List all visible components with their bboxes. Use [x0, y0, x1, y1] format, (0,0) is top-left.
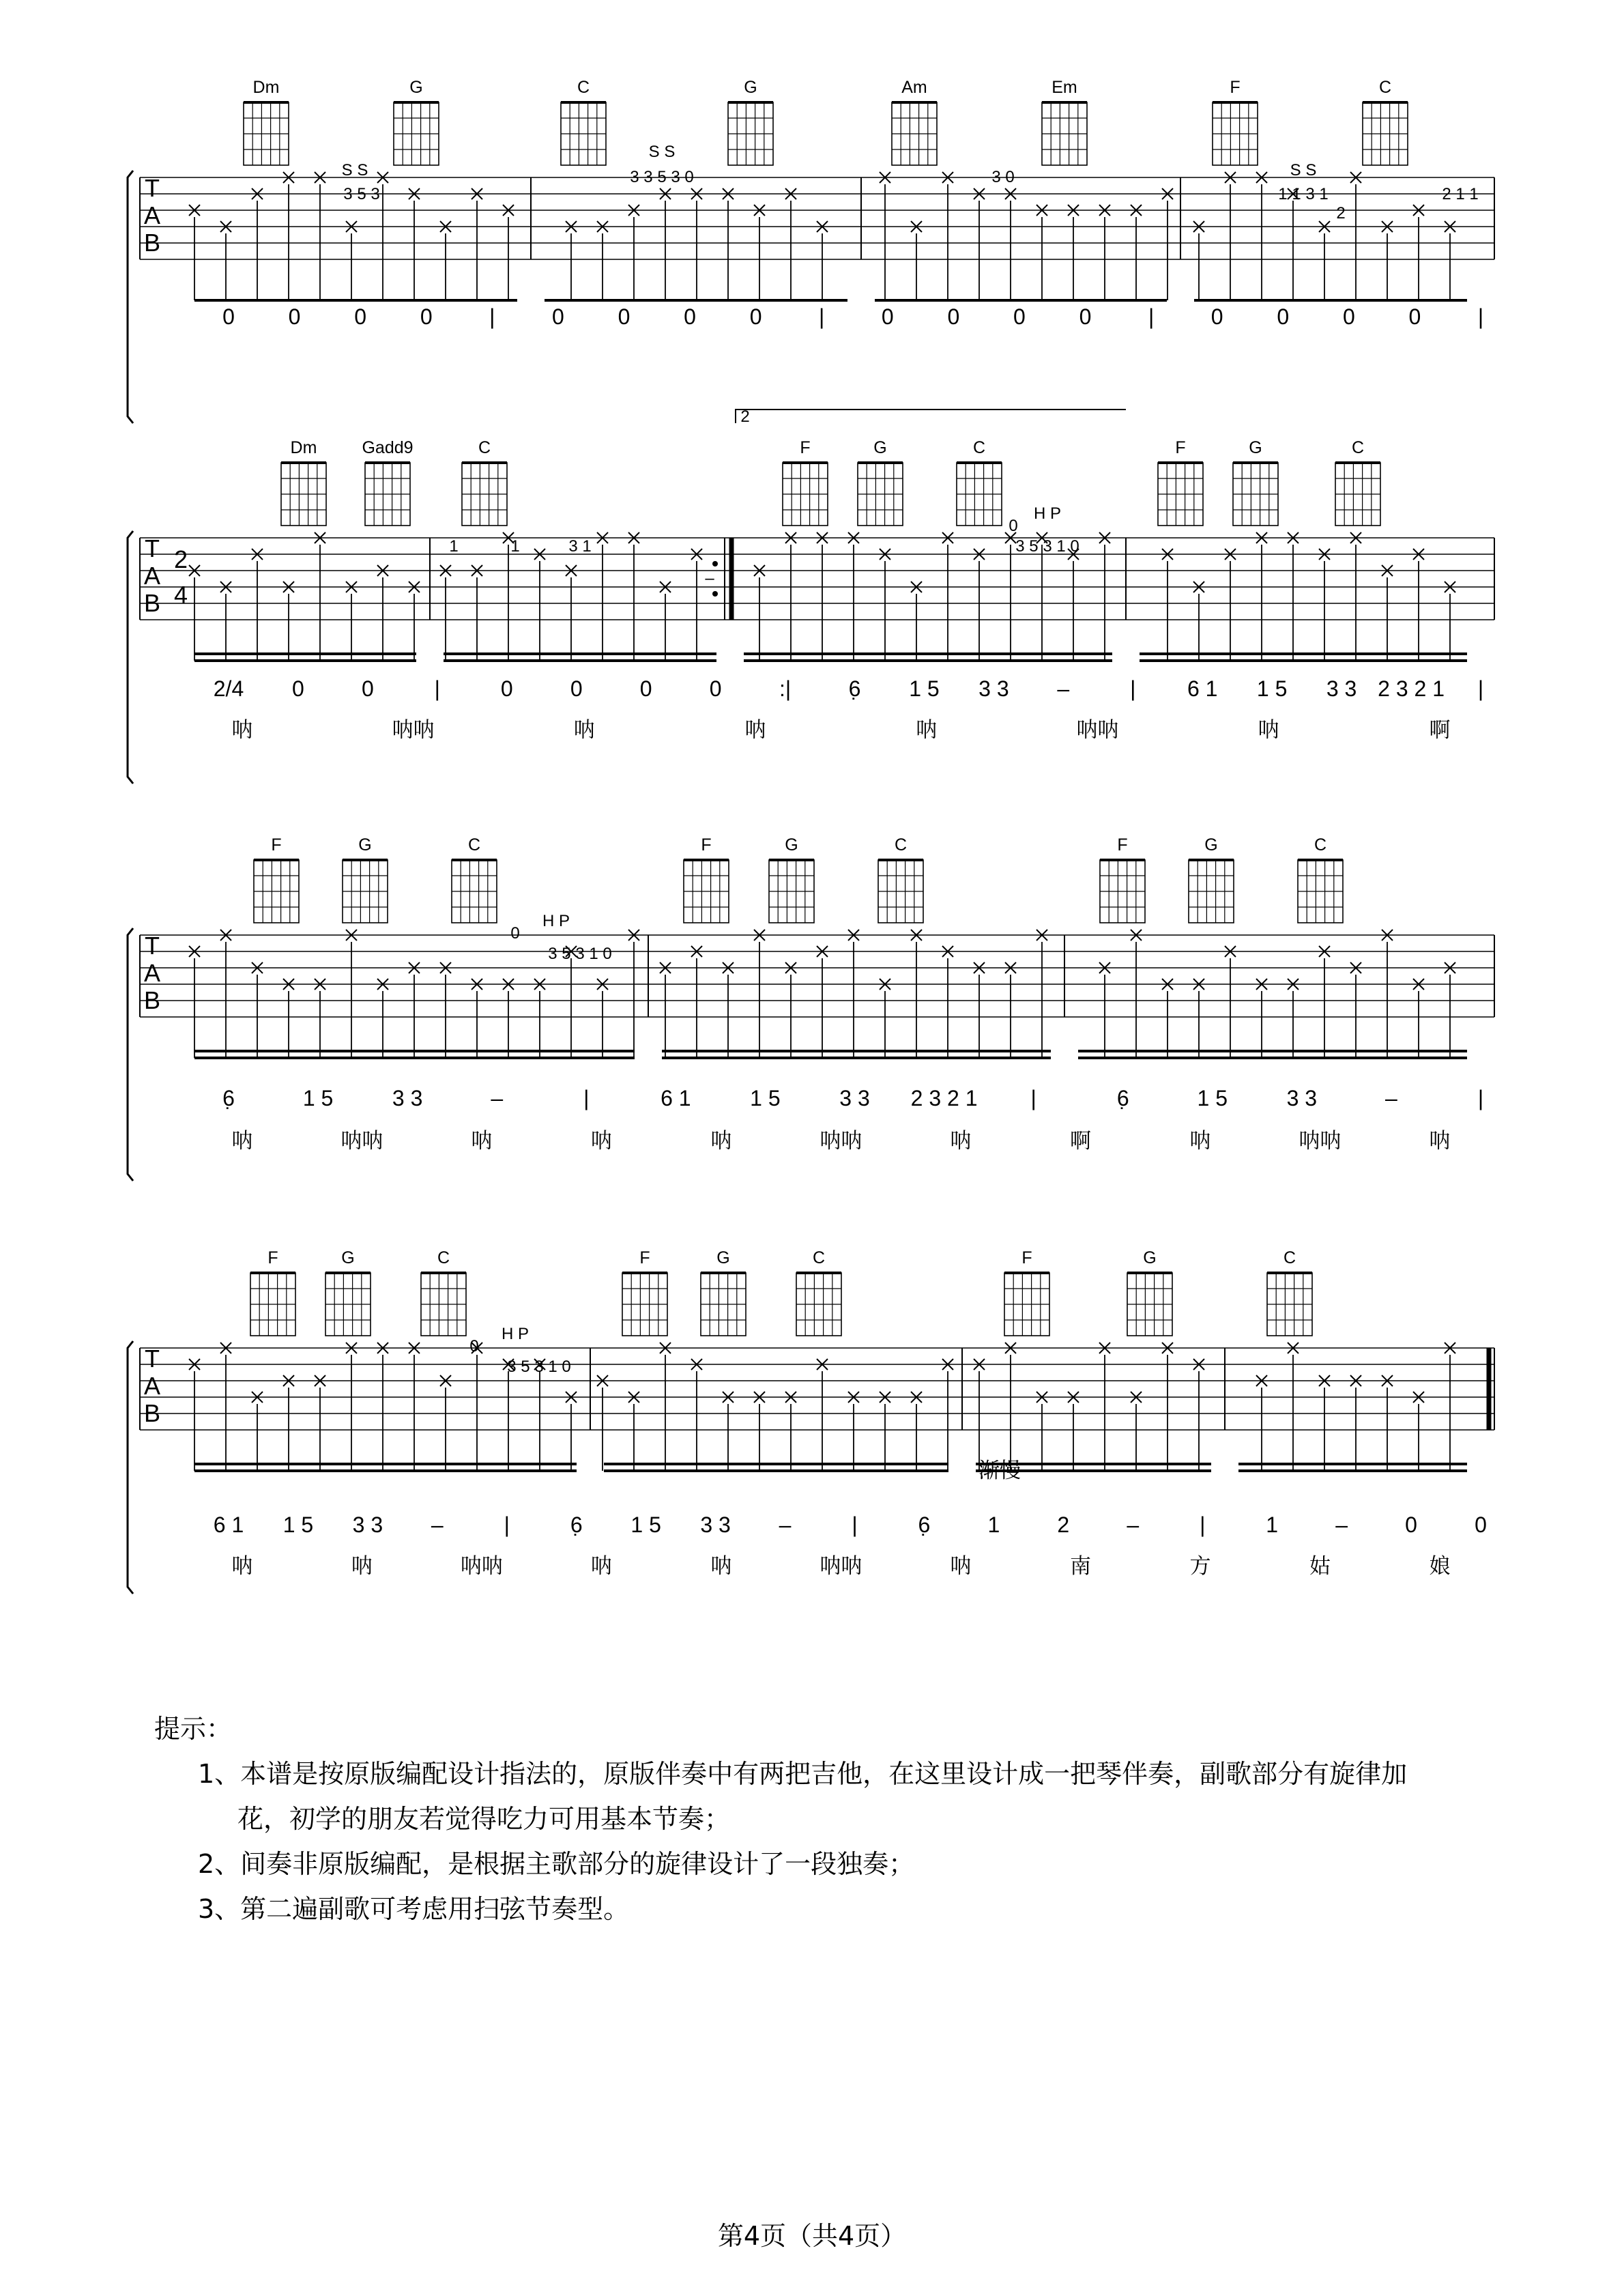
- tab-label: H P: [1033, 504, 1062, 523]
- jianpu-note: 1 5: [282, 1512, 314, 1537]
- jianpu-note: 0: [292, 676, 304, 701]
- lyric-syllable: 呐: [950, 1554, 972, 1579]
- tab-label: 3 5 3: [343, 185, 380, 203]
- chord-name: Dm: [252, 78, 280, 97]
- note-item-3: 3、第二遍副歌可考虑用扫弦节奏型。: [198, 1894, 630, 1924]
- chord-name: G: [716, 1248, 730, 1267]
- jianpu-note: 0: [618, 304, 630, 329]
- tab-system-1: [128, 78, 1494, 423]
- jianpu-note: 1 5: [1256, 676, 1288, 701]
- jianpu-note: 3 3: [352, 1512, 383, 1537]
- tab-label: S S: [341, 161, 368, 180]
- chord-name: C: [467, 835, 481, 855]
- jianpu-note: –: [431, 1512, 444, 1537]
- tab-label: 2: [1336, 204, 1346, 223]
- jianpu-note: 0: [881, 304, 894, 329]
- chord-name: F: [1021, 1248, 1032, 1267]
- jianpu-note: 1: [987, 1512, 1000, 1537]
- jianpu-note: 2/4: [213, 676, 244, 701]
- jianpu-note: 3 3: [1326, 676, 1357, 701]
- lyric-syllable: 娘: [1429, 1554, 1451, 1579]
- jianpu-barline: |: [1477, 304, 1484, 329]
- jianpu-barline: |: [1030, 1086, 1036, 1110]
- jianpu-note: –: [1335, 1512, 1348, 1537]
- tab-label: 0: [510, 924, 520, 943]
- lyric-syllable: 啊: [1429, 718, 1451, 743]
- tab-letter-t: T: [145, 1345, 160, 1373]
- jianpu-note: 1 5: [630, 1512, 661, 1537]
- jianpu-note: 0: [1475, 1512, 1487, 1537]
- chord-name: F: [800, 438, 811, 457]
- tab-letter-a: A: [143, 959, 161, 987]
- chord-name: G: [785, 835, 798, 855]
- lyric-syllable: 呐呐: [461, 1554, 503, 1579]
- lyric-syllable: 呐: [1429, 1129, 1451, 1153]
- lyric-syllable: 呐呐: [1299, 1129, 1342, 1153]
- tab-letter-b: B: [143, 986, 161, 1014]
- lyric-syllable: 呐呐: [820, 1554, 862, 1579]
- jianpu-note: 0: [684, 304, 696, 329]
- jianpu-note: 1 5: [1197, 1086, 1228, 1110]
- chord-name: Gadd9: [362, 438, 414, 457]
- tab-letter-a: A: [143, 1372, 161, 1400]
- jianpu-note: 2 3 2 1: [910, 1086, 978, 1110]
- jianpu-note: 0: [288, 304, 301, 329]
- tab-label: 2 1: [1442, 185, 1465, 203]
- lyric-syllable: 呐呐: [820, 1129, 862, 1153]
- lyric-syllable: 姑: [1309, 1554, 1331, 1579]
- chord-name: Em: [1052, 78, 1077, 97]
- tab-label: S S: [648, 143, 676, 161]
- jianpu-note: 0: [749, 304, 762, 329]
- lyric-syllable: 呐: [591, 1129, 612, 1153]
- lyric-syllable: 呐呐: [1076, 718, 1119, 743]
- lyric-syllable: 呐: [1258, 718, 1279, 743]
- lyric-syllable: 呐: [231, 1554, 253, 1579]
- chord-name: C: [478, 438, 491, 457]
- tab-letter-b: B: [143, 1399, 161, 1427]
- lyric-syllable: 呐呐: [340, 1129, 383, 1153]
- jianpu-note: 3 3: [839, 1086, 870, 1110]
- tab-label: 3 5 3 1 0: [1015, 537, 1079, 556]
- lyric-syllable: 呐: [950, 1129, 972, 1153]
- jianpu-note: 6̣: [222, 1086, 235, 1110]
- jianpu-barline: |: [583, 1086, 590, 1110]
- tab-label: 1: [510, 537, 520, 556]
- jianpu-note: 1 5: [909, 676, 940, 701]
- chord-name: C: [972, 438, 986, 457]
- jianpu-note: 0: [551, 304, 564, 329]
- jianpu-note: –: [779, 1512, 792, 1537]
- jianpu-note: 1 5: [750, 1086, 781, 1110]
- jianpu-note: 6̣: [848, 676, 861, 701]
- jianpu-barline: :|: [779, 676, 792, 701]
- notes-section: [154, 1706, 1451, 1932]
- notes-title: 提示：: [154, 1714, 233, 1744]
- repeat-dot: [712, 591, 718, 597]
- chord-name: G: [409, 78, 423, 97]
- jianpu-note: –: [1057, 676, 1070, 701]
- chord-name: G: [873, 438, 887, 457]
- jianpu-barline: |: [1130, 676, 1136, 701]
- system-bracket: [128, 1341, 133, 1594]
- volta-bracket: [736, 410, 1126, 423]
- jianpu-barline: |: [1200, 1512, 1206, 1537]
- lyric-syllable: 南: [1070, 1554, 1091, 1579]
- lyric-syllable: 呐: [231, 718, 253, 743]
- jianpu-note: 6̣: [1116, 1086, 1129, 1110]
- jianpu-note: 2 3 2 1: [1378, 676, 1445, 701]
- system-bracket: [128, 928, 133, 1181]
- tab-label: H P: [501, 1325, 530, 1343]
- tab-label: 3 5 3 1 0: [548, 945, 612, 963]
- tab-letter-t: T: [145, 534, 160, 562]
- jianpu-note: 0: [222, 304, 235, 329]
- lyric-syllable: 呐: [573, 718, 595, 743]
- jianpu-note: 6 1: [213, 1512, 244, 1537]
- lyric-syllable: 呐: [351, 1554, 373, 1579]
- jianpu-note: –: [1385, 1086, 1397, 1110]
- lyric-syllable: 呐: [710, 1554, 732, 1579]
- lyric-syllable: 呐: [710, 1129, 732, 1153]
- jianpu-note: 0: [1013, 304, 1026, 329]
- chord-name: F: [271, 835, 282, 855]
- tab-label: 1: [449, 537, 459, 556]
- jianpu-note: 0: [1210, 304, 1223, 329]
- jianpu-note: 0: [947, 304, 960, 329]
- tab-label: 3 5 3 1 0: [507, 1358, 571, 1376]
- chord-name: G: [744, 78, 757, 97]
- jianpu-note: 3 3: [1286, 1086, 1318, 1110]
- chord-name: F: [639, 1248, 650, 1267]
- tab-label: 3 0: [991, 168, 1015, 186]
- time-sig-top: 2: [173, 545, 188, 573]
- jianpu-note: 6̣: [918, 1512, 931, 1537]
- jianpu-barline: |: [1148, 304, 1155, 329]
- lyric-syllable: 方: [1189, 1554, 1211, 1579]
- chord-name: G: [1143, 1248, 1157, 1267]
- tab-system-2: [128, 407, 1494, 784]
- chord-name: C: [1351, 438, 1365, 457]
- tab-label: 3 1: [568, 537, 592, 556]
- jianpu-note: 0: [354, 304, 367, 329]
- lyric-syllable: 呐呐: [392, 718, 435, 743]
- jianpu-barline: |: [504, 1512, 510, 1537]
- chord-name: G: [1249, 438, 1262, 457]
- chord-name: G: [341, 1248, 355, 1267]
- chord-name: C: [1378, 78, 1392, 97]
- jianpu-note: 2: [1057, 1512, 1070, 1537]
- chord-name: Dm: [290, 438, 317, 457]
- system-bracket: [128, 171, 133, 423]
- jianpu-note: 0: [1342, 304, 1355, 329]
- jianpu-barline: |: [852, 1512, 858, 1537]
- jianpu-note: 0: [420, 304, 433, 329]
- jianpu-note: 0: [709, 676, 722, 701]
- volta-number: 2: [740, 407, 750, 426]
- tab-letter-t: T: [145, 174, 160, 202]
- chord-name: Am: [901, 78, 927, 97]
- lyric-syllable: 呐: [1189, 1129, 1211, 1153]
- jianpu-note: 0: [500, 676, 513, 701]
- chord-name: G: [358, 835, 372, 855]
- tab-letter-a: A: [143, 562, 161, 590]
- jianpu-barline: |: [819, 304, 825, 329]
- tab-system-4: [128, 1248, 1494, 1594]
- jianpu-barline: |: [434, 676, 440, 701]
- chord-name: F: [1230, 78, 1241, 97]
- jianpu-note: 6̣: [570, 1512, 583, 1537]
- lyric-syllable: 呐: [231, 1129, 253, 1153]
- time-sig-bottom: 4: [173, 581, 188, 609]
- jianpu-note: 0: [639, 676, 652, 701]
- lyric-syllable: 呐: [591, 1554, 612, 1579]
- jianpu-note: 1 5: [302, 1086, 334, 1110]
- jianpu-note: 6 1: [1187, 676, 1218, 701]
- tab-letter-b: B: [143, 589, 161, 617]
- jianpu-note: 0: [1079, 304, 1092, 329]
- tab-label: –: [705, 569, 714, 588]
- tab-letter-a: A: [143, 201, 161, 229]
- jianpu-note: 6 1: [661, 1086, 691, 1110]
- chord-name: G: [1204, 835, 1218, 855]
- chord-name: F: [1175, 438, 1186, 457]
- jianpu-note: –: [491, 1086, 504, 1110]
- chord-name: F: [267, 1248, 278, 1267]
- lyric-syllable: 呐: [744, 718, 766, 743]
- repeat-dot: [712, 561, 718, 566]
- jianpu-note: 3 3: [392, 1086, 423, 1110]
- tab-label: S S: [1290, 161, 1317, 180]
- note-item-1: 1、本谱是按原版编配设计指法的，原版伴奏中有两把吉他，在这里设计成一把琴伴奏，副歌部分有旋律加花，初学的朋友若觉得吃力可用基本节奏；: [198, 1759, 1408, 1834]
- jianpu-note: –: [1127, 1512, 1140, 1537]
- jianpu-note: 0: [570, 676, 583, 701]
- chord-name: F: [701, 835, 712, 855]
- jianpu-barline: |: [489, 304, 495, 329]
- chord-name: C: [1283, 1248, 1296, 1267]
- chord-name: C: [894, 835, 908, 855]
- chord-name: C: [1314, 835, 1327, 855]
- chord-name: C: [812, 1248, 826, 1267]
- jianpu-note: 3 3: [978, 676, 1009, 701]
- tab-letter-b: B: [143, 229, 161, 257]
- jianpu-note: 1: [1266, 1512, 1279, 1537]
- jianpu-note: 0: [1277, 304, 1290, 329]
- page-footer: 第4页（共4页）: [717, 2221, 907, 2251]
- tab-letter-t: T: [145, 932, 160, 960]
- chord-name: C: [577, 78, 590, 97]
- lyric-syllable: 呐: [471, 1129, 493, 1153]
- tab-label: 1: [1469, 185, 1479, 203]
- jianpu-note: 3 3: [700, 1512, 731, 1537]
- jianpu-note: 0: [361, 676, 374, 701]
- tab-label: 3 3 5 3 0: [630, 168, 694, 186]
- lyric-syllable: 啊: [1070, 1129, 1091, 1153]
- jianpu-barline: |: [1477, 1086, 1484, 1110]
- chord-name: C: [437, 1248, 450, 1267]
- jianpu-barline: |: [1477, 676, 1484, 701]
- chord-name: F: [1117, 835, 1128, 855]
- jianpu-note: 0: [1408, 304, 1421, 329]
- tab-label: H P: [542, 912, 570, 930]
- tempo-mark: 渐慢: [978, 1459, 1021, 1483]
- note-item-2: 2、间奏非原版编配，是根据主歌部分的旋律设计了一段独奏；: [198, 1849, 915, 1879]
- tab-system-3: [128, 835, 1494, 1181]
- lyric-syllable: 呐: [916, 718, 938, 743]
- tab-label: 1 1 3 1: [1278, 185, 1329, 203]
- tab-label: 0: [469, 1337, 479, 1355]
- jianpu-note: 0: [1405, 1512, 1417, 1537]
- system-bracket: [128, 531, 133, 784]
- tab-label: 0: [1009, 517, 1018, 535]
